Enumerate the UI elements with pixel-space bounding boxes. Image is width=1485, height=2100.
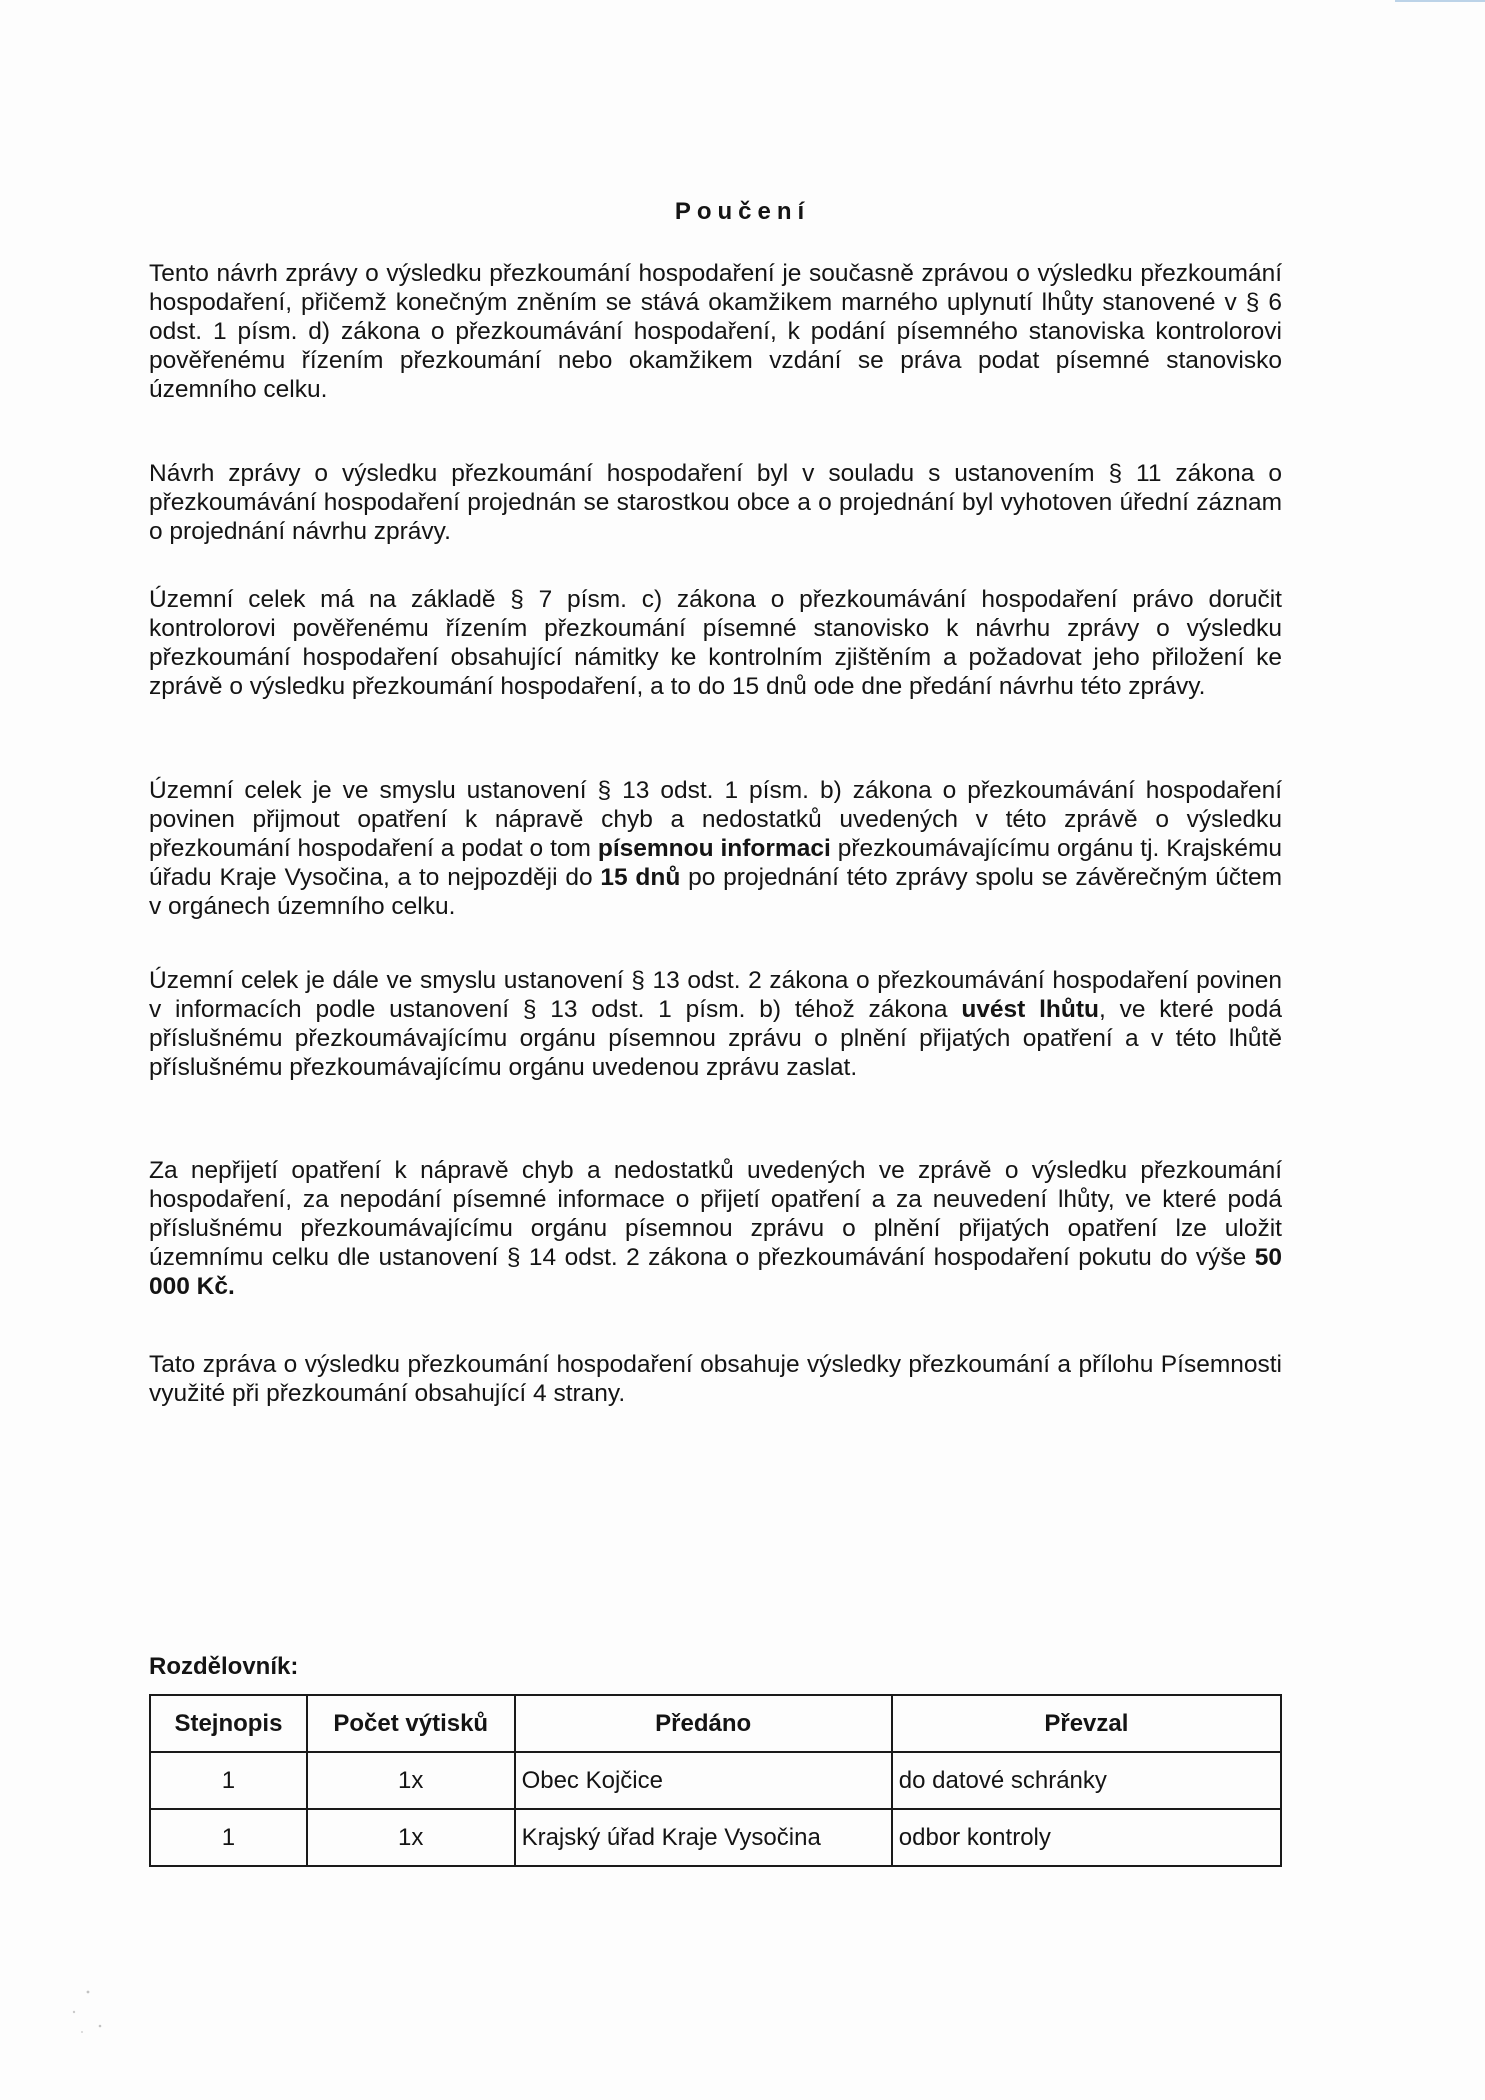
paragraph-4-text-e: po projednání této zprávy spolu se závěrečným účtem v orgánech územního celku. — [149, 864, 1282, 920]
distribution-table — [149, 1694, 1282, 1867]
cell-stejnopis: 1 — [150, 1752, 307, 1809]
paragraph-5-text-a: Územní celek je dále ve smyslu ustanovení § 13 odst. 2 zákona o přezkoumávání hospodaření povinen v informacích podle ustanovení § 13 odst. 1 písm. b) téhož zákona — [149, 967, 1282, 1023]
paragraph-3: Územní celek má na základě § 7 písm. c) zákona o přezkoumávání hospodaření právo doručit kontrolorovi pověřenému řízením přezkoumání písemné stanovisko k návrhu zprávy o výsledku přezkoumání hospodaření obsahující námitky ke kontrolním zjištěním a požadovat jeho přiložení ke zprávě o výsledku přezkoumání hospodaření, a to do 15 dnů ode dne předání návrhu této zprávy. — [149, 586, 1282, 700]
column-header-stejnopis: Stejnopis — [150, 1695, 307, 1752]
scan-edge-mark — [1395, 0, 1485, 2]
distribution-title: Rozdělovník: — [149, 1653, 299, 1680]
cell-prevzal: odbor kontroly — [892, 1809, 1281, 1866]
scan-speckles — [60, 1980, 120, 2040]
table-row — [150, 1809, 1281, 1866]
column-header-prevzal: Převzal — [892, 1695, 1281, 1752]
column-header-predano: Předáno — [515, 1695, 892, 1752]
cell-pocet-vytisku: 1x — [307, 1809, 515, 1866]
paragraph-4-text-a: Územní celek je ve smyslu ustanovení § 13 odst. 1 písm. b) zákona o přezkoumávání hospodaření povinen přijmout opatření k nápravě chyb a nedostatků uvedených v této zprávě o výsledku přezkoumání hospodaření a podat o tom — [149, 777, 1282, 862]
table-row — [150, 1752, 1281, 1809]
cell-pocet-vytisku: 1x — [307, 1752, 515, 1809]
paragraph-5 — [149, 966, 1282, 1082]
cell-predano: Obec Kojčice — [515, 1752, 892, 1809]
distribution-header-row — [150, 1695, 1281, 1752]
paragraph-4 — [149, 776, 1282, 921]
cell-prevzal: do datové schránky — [892, 1752, 1281, 1809]
paragraph-1: Tento návrh zprávy o výsledku přezkoumání hospodaření je současně zprávou o výsledku přezkoumání hospodaření, přičemž konečným zněním se stává okamžikem marného uplynutí lhůty stanovené v § 6 odst. 1 písm. d) zákona o přezkoumávání hospodaření, k podání písemného stanoviska kontrolorovi pověřenému řízením přezkoumání nebo okamžikem vzdání se práva podat písemné stanovisko územního celku. — [149, 260, 1282, 403]
column-header-pocet-vytisku: Počet výtisků — [307, 1695, 515, 1752]
paragraph-2: Návrh zprávy o výsledku přezkoumání hospodaření byl v souladu s ustanovením § 11 zákona o přezkoumávání hospodaření projednán se starostkou obce a o projednání byl vyhotoven úřední záznam o projednání návrhu zprávy. — [149, 460, 1282, 545]
paragraph-6-bold-fine: 50 000 Kč. — [149, 1244, 1282, 1300]
paragraph-5-bold-lhuta: uvést lhůtu — [961, 996, 1099, 1023]
paragraph-4-bold-informace: písemnou informaci — [597, 835, 831, 862]
paragraph-4-text-c: přezkoumávajícímu orgánu tj. Krajskému úřadu Kraje Vysočina, a to nejpozději do — [149, 835, 1282, 891]
paragraph-6 — [149, 1156, 1282, 1301]
paragraph-5-text-c: , ve které podá příslušnému přezkoumávajícímu orgánu písemnou zprávu o plnění přijatých opatření a v této lhůtě příslušnému přezkoumávajícímu orgánu uvedenou zprávu zaslat. — [149, 996, 1283, 1081]
page-heading: Poučení — [674, 198, 811, 225]
paragraph-7: Tato zpráva o výsledku přezkoumání hospodaření obsahuje výsledky přezkoumání a přílohu Písemnosti využité při přezkoumání obsahující 4 strany. — [149, 1351, 1282, 1407]
paragraph-4-bold-deadline: 15 dnů — [600, 864, 681, 891]
paragraph-6-text-a: Za nepřijetí opatření k nápravě chyb a nedostatků uvedených ve zprávě o výsledku přezkoumání hospodaření, za nepodání písemné informace o přijetí opatření a za neuvedení lhůty, ve které podá příslušnému přezkoumávajícímu orgánu písemnou zprávu o plnění přijatých opatření lze uložit územnímu celku dle ustanovení § 14 odst. 2 zákona o přezkoumávání hospodaření pokutu do výše — [149, 1157, 1282, 1271]
cell-stejnopis: 1 — [150, 1809, 307, 1866]
cell-predano: Krajský úřad Kraje Vysočina — [515, 1809, 892, 1866]
